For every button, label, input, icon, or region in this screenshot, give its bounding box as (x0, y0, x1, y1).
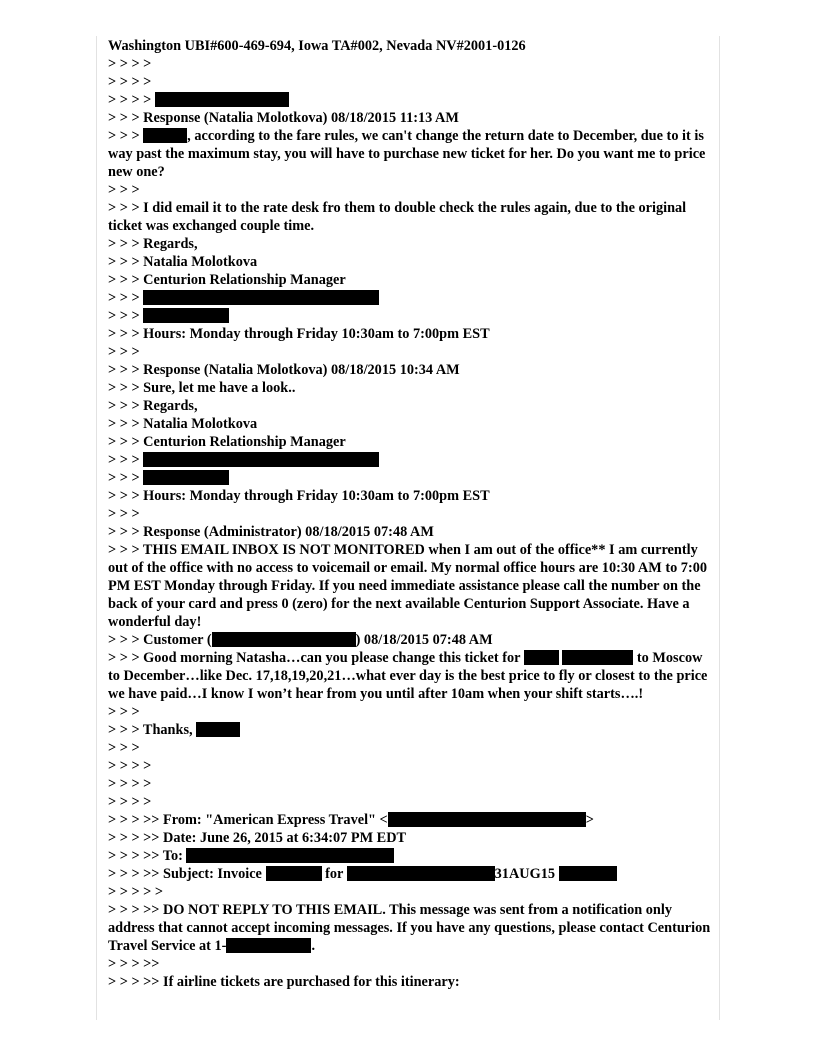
signature-name: > > > Natalia Molotkova (108, 416, 258, 432)
line-redacted: > > > > (108, 91, 712, 109)
redaction-box (226, 938, 311, 953)
forwarded-date: > > > >> Date: June 26, 2015 at 6:34:07 PM EDT (108, 830, 407, 846)
auto-reply-body: > > > THIS EMAIL INBOX IS NOT MONITORED when I am out of the office** I am currently out of the office with no access to voicemail or email. My normal office hours are 10:30 AM to 7:00 PM EST Monday through Friday. If you need immediate assistance please call the number on the back of your card and press 0 (zero) for the next available Centurion Support Associate. Have a wonderful day! (108, 542, 708, 630)
line-quote-marker: > > > (108, 344, 140, 360)
signature-regards: > > > Regards, (108, 236, 198, 252)
customer-header: > > > Customer ( ) 08/18/2015 07:48 AM (108, 632, 493, 648)
line-redacted: > > > (108, 469, 712, 487)
line-quote-marker: > > > (108, 704, 140, 720)
line-redacted: > > > (108, 451, 712, 469)
line-quote-marker: > > > > > (108, 884, 164, 900)
redaction-box (143, 308, 229, 323)
response-body-rate-desk: > > > I did email it to the rate desk fro them to double check the rules again, due to the original ticket was exchanged couple time. (108, 200, 687, 234)
line-registration: Washington UBI#600-469-694, Iowa TA#002, Nevada NV#2001-0126 (108, 38, 526, 54)
redaction-box (143, 290, 379, 305)
response-body-look: > > > Sure, let me have a look.. (108, 380, 296, 396)
signature-hours: > > > Hours: Monday through Friday 10:30am to 7:00pm EST (108, 488, 490, 504)
airline-tickets-heading: > > > >> If airline tickets are purchased for this itinerary: (108, 974, 460, 990)
redaction-box (186, 848, 394, 863)
line-redacted: > > > (108, 307, 712, 325)
page-left-border (96, 36, 97, 1020)
response-header-1034: > > > Response (Natalia Molotkova) 08/18/2015 10:34 AM (108, 362, 460, 378)
forwarded-to: > > > >> To: (108, 847, 712, 865)
line-redacted: > > > (108, 289, 712, 307)
line-quote-marker: > > > > (108, 776, 152, 792)
redaction-box (143, 128, 187, 143)
forwarded-from: > > > >> From: "American Express Travel" < > (108, 812, 594, 828)
line-quote-marker: > > > >> (108, 956, 160, 972)
line-quote-marker: > > > (108, 506, 140, 522)
signature-title: > > > Centurion Relationship Manager (108, 272, 346, 288)
page-right-border (719, 36, 720, 1020)
redaction-box (266, 866, 322, 881)
line-quote-marker: > > > > (108, 794, 152, 810)
redaction-box (347, 866, 495, 881)
line-quote-marker: > > > > (108, 74, 152, 90)
redaction-box (559, 866, 617, 881)
email-thread (108, 37, 712, 991)
redaction-box (155, 92, 289, 107)
forwarded-subject: > > > >> Subject: Invoice for 31AUG15 (108, 865, 712, 883)
redaction-box (562, 650, 633, 665)
line-quote-marker: > > > > (108, 56, 152, 72)
signature-title: > > > Centurion Relationship Manager (108, 434, 346, 450)
signature-name: > > > Natalia Molotkova (108, 254, 258, 270)
redaction-box (196, 722, 240, 737)
redaction-box (524, 650, 559, 665)
redaction-box (143, 470, 229, 485)
line-quote-marker: > > > (108, 182, 140, 198)
customer-thanks: > > > Thanks, (108, 721, 712, 739)
do-not-reply-notice: > > > >> DO NOT REPLY TO THIS EMAIL. This message was sent from a notification only address that cannot accept incoming messages. If you have any questions, please contact Centurion Travel Service at 1- . (108, 902, 711, 954)
signature-hours: > > > Hours: Monday through Friday 10:30am to 7:00pm EST (108, 326, 490, 342)
redaction-box (143, 452, 379, 467)
response-header-admin: > > > Response (Administrator) 08/18/2015 07:48 AM (108, 524, 434, 540)
customer-message: > > > Good morning Natasha…can you please change this ticket for to Moscow to December…like Dec. 17,18,19,20,21…what ever day is the best price to fly or closest to the price we have paid…I know I won’t hear from you until after 10am when your shift starts….! (108, 650, 708, 702)
redaction-box (388, 812, 586, 827)
redaction-box (212, 632, 356, 647)
response-body-fare-rules: > > > , according to the fare rules, we can't change the return date to December, due to it is way past the maximum stay, you will have to purchase new ticket for her. Do you want me to price new one? (108, 128, 706, 180)
line-quote-marker: > > > (108, 740, 140, 756)
signature-regards: > > > Regards, (108, 398, 198, 414)
response-header-1113: > > > Response (Natalia Molotkova) 08/18/2015 11:13 AM (108, 110, 459, 126)
line-quote-marker: > > > > (108, 758, 152, 774)
